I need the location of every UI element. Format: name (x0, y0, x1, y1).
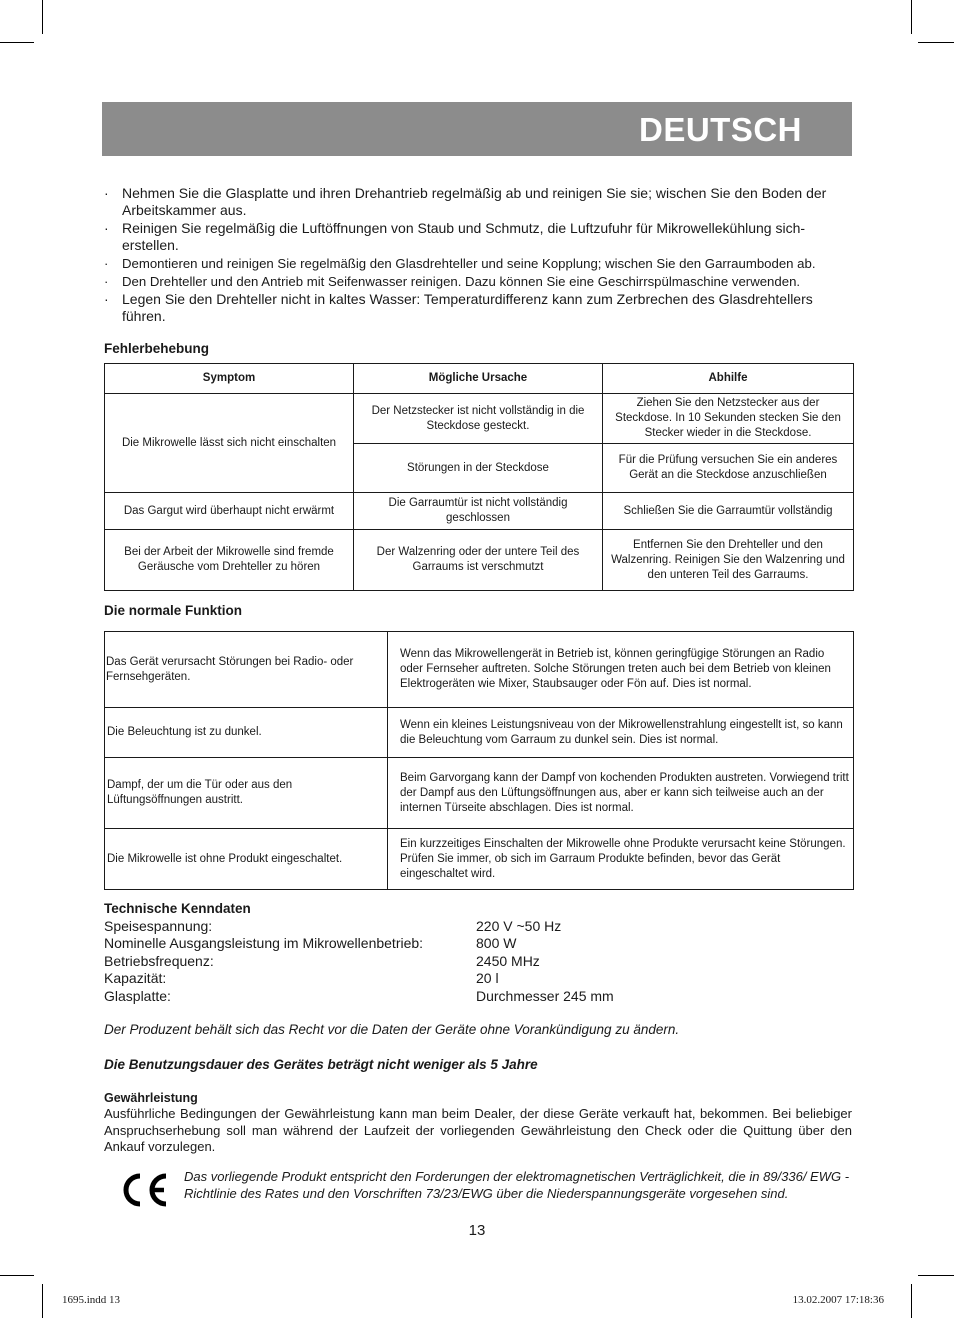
table-cell: Wenn das Mikrowellengerät in Betrieb ist, können geringfügige Störungen an Radio oder Fernseher auftreten. Solche Störungen treten auch bei dem Betrieb von kleinen Elektrogeräten wie Mixer, Staubsauger oder Fön auf. Dies ist normal. (388, 632, 854, 708)
table-cell: Für die Prüfung versuchen Sie ein anderes Gerät an die Steckdose anzuschließen (603, 444, 854, 493)
table-row (105, 758, 854, 829)
table-cell: Die Beleuchtung ist zu dunkel. (105, 708, 388, 758)
column-header: Abhilfe (603, 364, 854, 394)
normal-function-table (104, 631, 854, 890)
table-row (105, 632, 854, 708)
table-row (105, 493, 854, 530)
cleaning-list (104, 185, 852, 326)
ce-declaration: Das vorliegende Produkt entspricht den Forderungen der elektromagnetischen Verträglichkeit, die in 89/336/ EWG -Richtlinie des Rates und den Vorschriften 73/23/EWG über die Niederspannungsgeräte vorgesehen sind. (184, 1169, 850, 1201)
footer-file: 1695.indd 13 (62, 1294, 121, 1306)
table-row (105, 829, 854, 890)
list-item: · Demontieren und reinigen Sie regelmäßig den Glasdrehteller und seine Kopplung; wischen Sie den Garraumboden ab. (104, 256, 816, 271)
spec-row: Speisespannung: 220 V ~50 Hz (104, 917, 562, 934)
tech-specs (104, 900, 852, 1005)
footer-timestamp: 13.02.2007 17:18:36 (792, 1294, 884, 1306)
table-cell: Bei der Arbeit der Mikrowelle sind fremde Geräusche vom Drehteller zu hören (105, 530, 354, 591)
page-number: 13 (468, 1222, 486, 1239)
table-cell: Die Mikrowelle ist ohne Produkt eingeschaltet. (105, 829, 388, 890)
troubleshooting-heading: Fehlerbehebung (104, 341, 210, 356)
crop-mark (918, 42, 954, 43)
table-cell: Dampf, der um die Tür oder aus den Lüftungsöffnungen austritt. (105, 758, 388, 829)
list-item: · Legen Sie den Drehteller nicht in kaltes Wasser: Temperaturdifferenz kann zum Zerbrechen des Glasdrehtellers führen. (104, 291, 813, 324)
table-cell: Das Gargut wird überhaupt nicht erwärmt (105, 493, 354, 530)
warranty-heading: Gewährleistung (104, 1091, 198, 1105)
spec-row: Kapazität: 20 l (104, 970, 499, 986)
crop-mark (918, 1275, 954, 1276)
header-banner (102, 102, 852, 156)
table-cell: Der Walzenring oder der untere Teil des Garraums ist verschmutzt (354, 530, 603, 591)
crop-mark (42, 1284, 43, 1318)
table-cell: Die Garraumtür ist nicht vollständig geschlossen (354, 493, 603, 530)
table-cell: Wenn ein kleines Leistungsniveau von der Mikrowellenstrahlung eingestellt ist, so kann die Beleuchtung vom Garraum zu dunkel sein. Dies ist normal. (388, 708, 854, 758)
table-header-row (105, 364, 854, 394)
list-item: · Reinigen Sie regelmäßig die Luftöffnungen von Staub und Schmutz, die Luftzufuhr für Mikrowellekühlung sicherstellen. (104, 220, 806, 253)
lifetime-note: Die Benutzungsdauer des Gerätes beträgt nicht weniger als 5 Jahre (104, 1057, 538, 1072)
warranty-text: Ausführliche Bedingungen der Gewährleistung kann man beim Dealer, der diese Geräte verkauft hat, bekommen. Bei beliebiger Anspruchserhebung soll man während der Laufzeit der vorliegenden Gewährleistung den Check oder die Quittung über den Ankauf vorzulegen. (104, 1106, 852, 1154)
list-item: · Den Drehteller und den Antrieb mit Seifenwasser reinigen. Dazu können Sie eine Geschirrspülmaschine verwenden. (104, 274, 801, 289)
table-row (105, 394, 854, 444)
crop-mark (0, 1275, 34, 1276)
crop-mark (42, 0, 43, 34)
crop-mark (0, 42, 34, 43)
table-cell: Störungen in der Steckdose (354, 444, 603, 493)
tech-heading: Technische Kenndaten (104, 901, 251, 916)
table-row (105, 530, 854, 591)
table-cell: Schließen Sie die Garraumtür vollständig (603, 493, 854, 530)
normal-function-heading: Die normale Funktion (104, 603, 243, 618)
spec-row: Glasplatte: Durchmesser 245 mm (104, 987, 614, 1004)
column-header: Mögliche Ursache (354, 364, 603, 394)
page-title: DEUTSCH (638, 111, 802, 148)
table-cell: Das Gerät verursacht Störungen bei Radio- oder Fernsehgeräten. (105, 632, 388, 708)
column-header: Symptom (105, 364, 354, 394)
troubleshooting-table (104, 363, 854, 591)
list-item: · Nehmen Sie die Glasplatte und ihren Drehantrieb regelmäßig ab und reinigen Sie sie; wischen Sie den Boden der Arbeitskammer aus. (104, 185, 827, 218)
spec-row: Betriebsfrequenz: 2450 MHz (104, 952, 540, 969)
table-cell: Beim Garvorgang kann der Dampf von kochenden Produkten austreten. Vorwiegend tritt der Dampf aus den Lüftungsöffnungen aus, aber er kann sich teilweise auch an der internen Türseite abschlagen. Dies ist normal. (388, 758, 854, 829)
table-row (105, 708, 854, 758)
ce-mark-icon (118, 1170, 170, 1210)
table-cell: Die Mikrowelle lässt sich nicht einschalten (105, 394, 354, 493)
table-cell: Entfernen Sie den Drehteller und den Walzenring. Reinigen Sie den Walzenring und den unteren Teil des Garraums. (603, 530, 854, 591)
crop-mark (911, 0, 912, 34)
table-cell: Ziehen Sie den Netzstecker aus der Steckdose. In 10 Sekunden stecken Sie den Stecker wieder in die Steckdose. (603, 394, 854, 444)
spec-row: Nominelle Ausgangsleistung im Mikrowellenbetrieb: 800 W (104, 935, 517, 951)
table-cell: Der Netzstecker ist nicht vollständig in die Steckdose gesteckt. (354, 394, 603, 444)
producer-note: Der Produzent behält sich das Recht vor die Daten der Geräte ohne Vorankündigung zu ändern. (104, 1022, 680, 1037)
table-cell: Ein kurzzeitiges Einschalten der Mikrowelle ohne Produkte verursacht keine Störungen. Prüfen Sie immer, ob sich im Garraum Produkte befinden, bevor das Gerät eingeschaltet wird. (388, 829, 854, 890)
crop-mark (911, 1284, 912, 1318)
